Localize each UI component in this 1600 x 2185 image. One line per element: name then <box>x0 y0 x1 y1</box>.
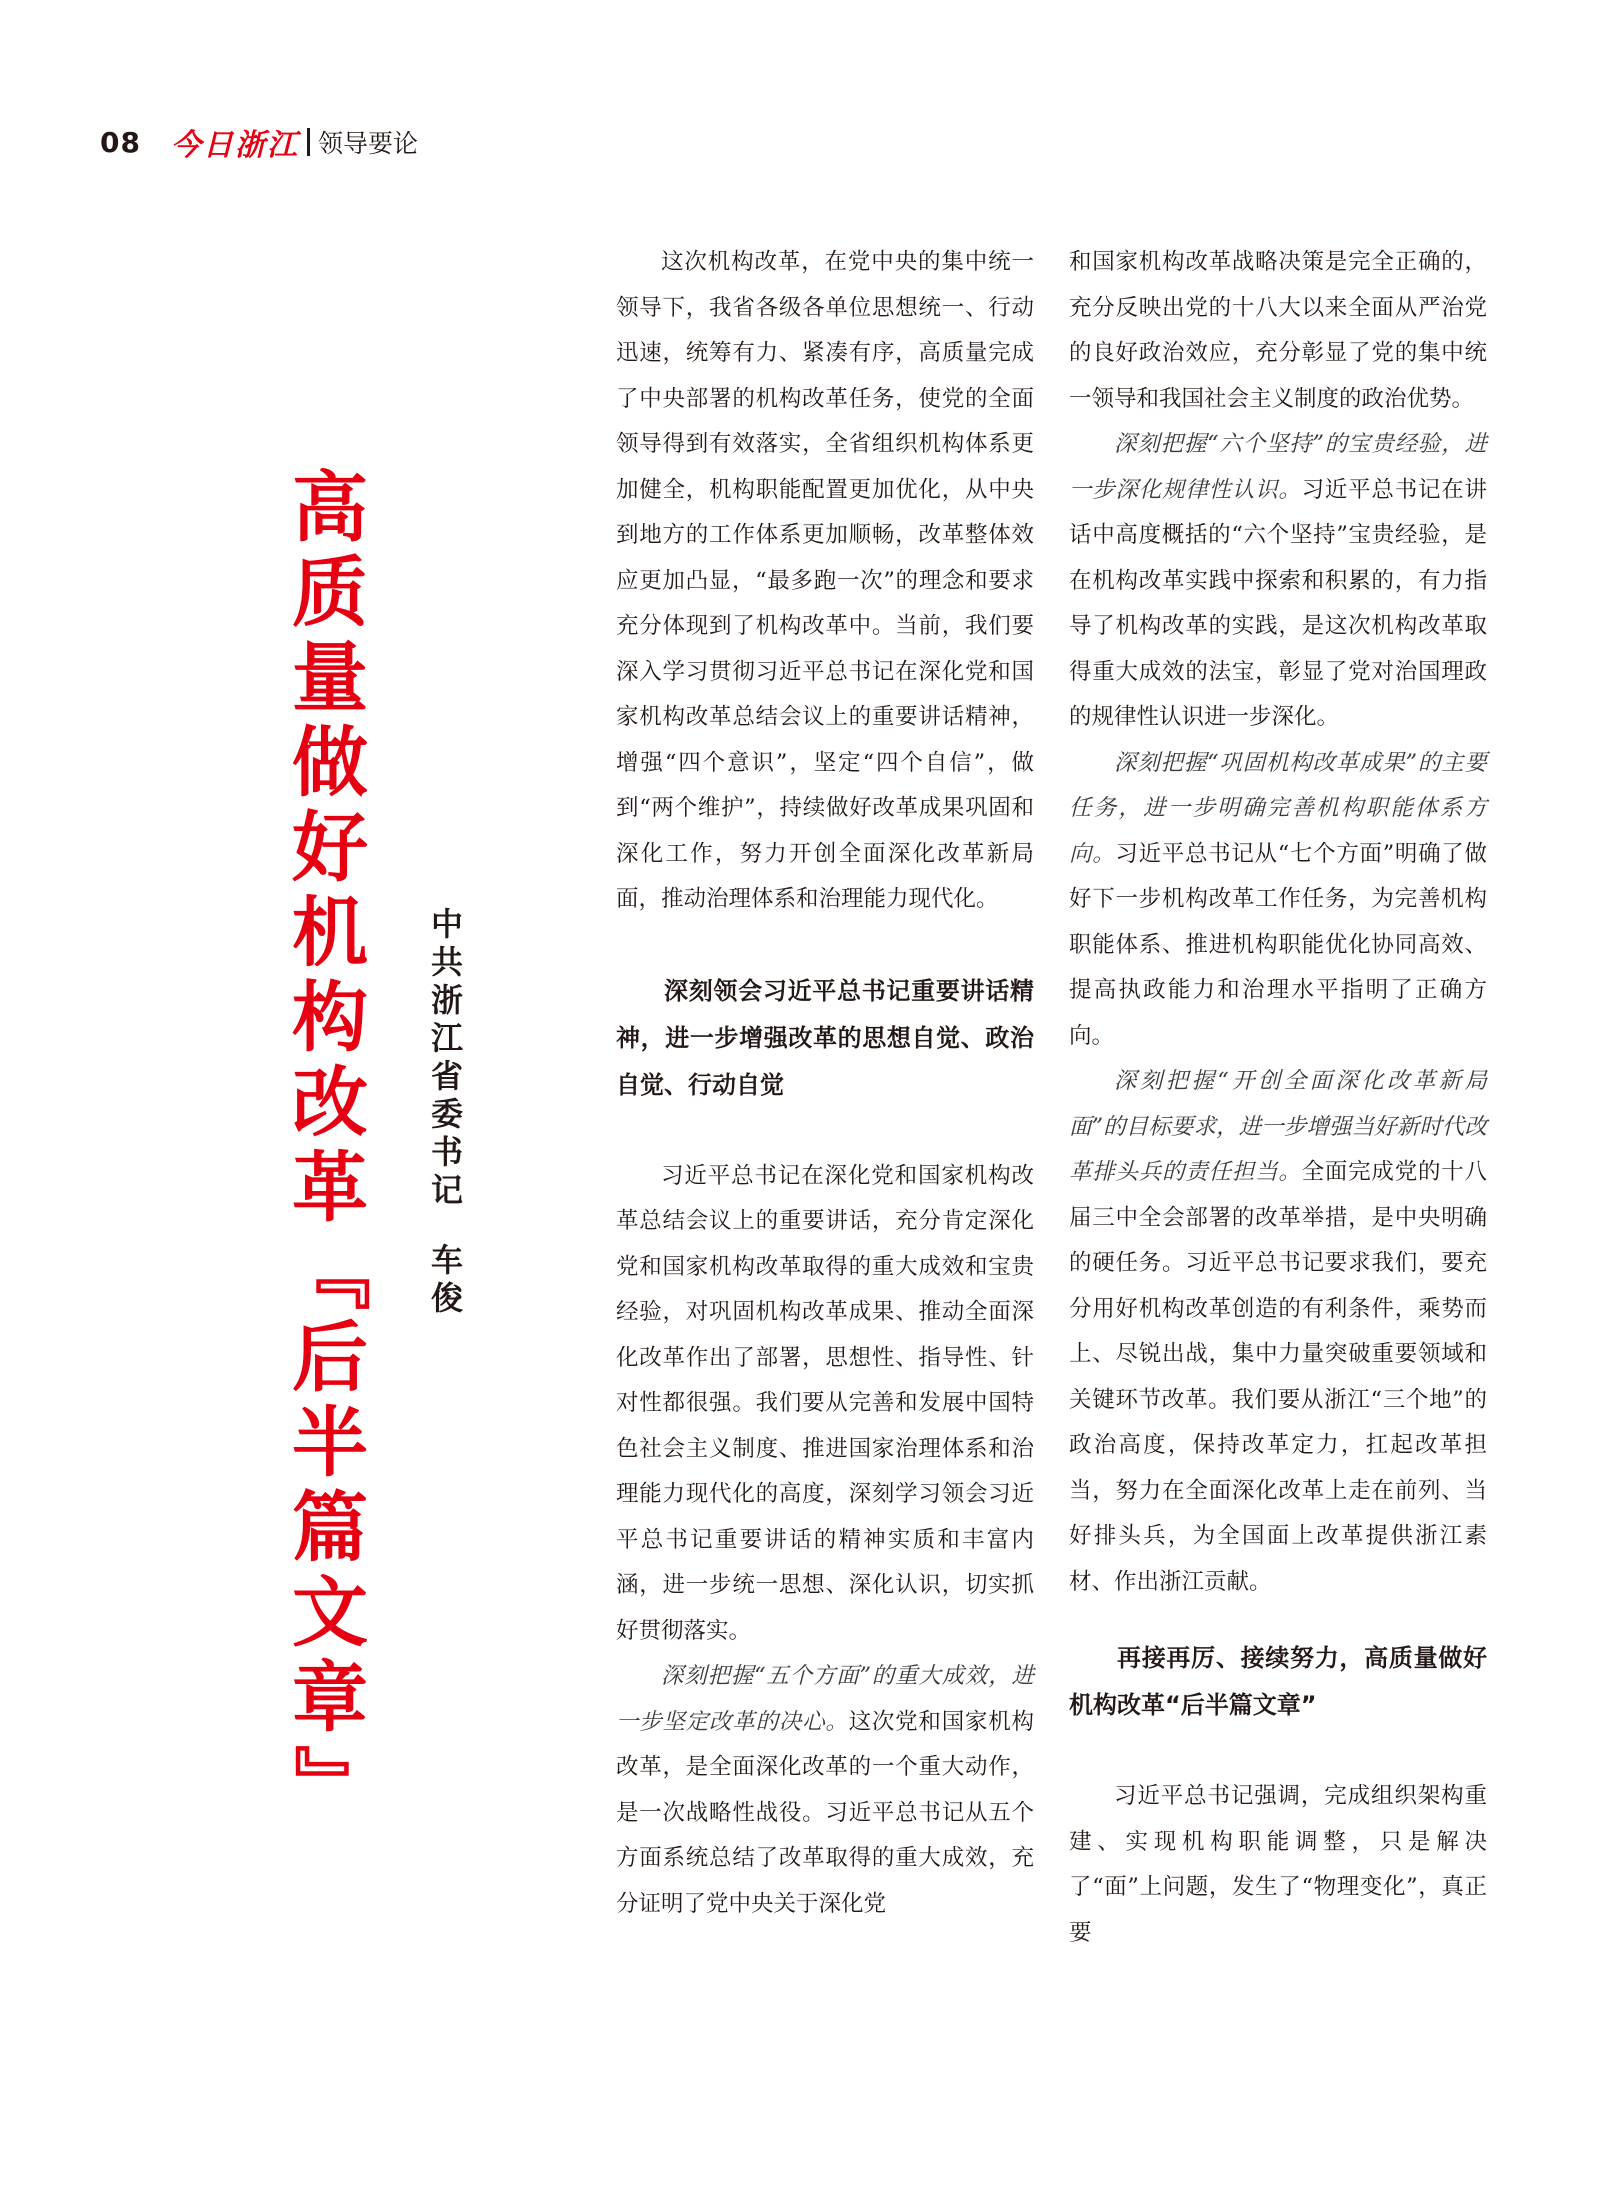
section-name: 领导要论 <box>317 129 418 158</box>
title-bracket-open: 『 <box>285 1234 375 1311</box>
title-char: 好 <box>292 803 368 892</box>
body-column-left <box>616 240 1034 1927</box>
title-char: 革 <box>292 1143 368 1232</box>
paragraph-text: 习近平总书记在讲话中高度概括的“六个坚持”宝贵经验，是在机构改革实践中探索和积累的，有力指导了机构改革的实践，是这次机构改革取得重大成效的法宝，彰显了党对治国理政的规律性认识进一步深化。 <box>1069 476 1487 730</box>
title-char: 机 <box>292 888 368 977</box>
title-char: 后 <box>292 1313 368 1402</box>
title-char: 文 <box>292 1568 368 1657</box>
author-name-char: 车 <box>430 1241 463 1279</box>
page-header <box>100 122 418 162</box>
author-byline <box>425 905 469 1317</box>
subheading: 再接再厉、接续努力，高质量做好机构改革“后半篇文章” <box>1069 1644 1487 1719</box>
author-role-char: 记 <box>430 1171 463 1209</box>
body-paragraph <box>1069 1059 1487 1605</box>
author-role-char: 浙 <box>430 981 463 1019</box>
kaiti-lead: 深刻把握“六个坚持”的宝贵经验，进一步深化规律性认识。 <box>1069 431 1487 503</box>
body-column-right <box>1069 240 1487 1956</box>
author-role-char: 省 <box>430 1057 463 1095</box>
spacer <box>616 1109 1034 1154</box>
author-role-char: 中 <box>430 905 463 943</box>
author-role-char: 委 <box>430 1095 463 1133</box>
title-char: 篇 <box>292 1483 368 1572</box>
kaiti-lead: 深刻把握“五个方面”的重大成效，进一步坚定改革的决心。 <box>616 1663 1034 1735</box>
title-bracket-close: 』 <box>285 1744 375 1821</box>
title-char: 质 <box>292 548 368 637</box>
header-divider <box>307 128 310 156</box>
paragraph-text: 习近平总书记从“七个方面”明确了做好下一步机构改革工作任务，为完善机构职能体系、推进机构职能优化协同高效、提高执政能力和治理水平指明了正确方向。 <box>1069 840 1487 1049</box>
title-char: 做 <box>292 718 368 807</box>
paragraph-text: 这次党和国家机构改革，是全面深化改革的一个重大动作，是一次战略性战役。习近平总书记从五个方面系统总结了改革取得的重大成效，充分证明了党中央关于深化党 <box>616 1708 1034 1917</box>
page-number: 08 <box>100 125 141 159</box>
title-char: 量 <box>292 633 368 722</box>
title-char: 高 <box>292 463 368 552</box>
body-paragraph <box>1069 422 1487 741</box>
title-char: 构 <box>292 973 368 1062</box>
spacer <box>616 923 1034 968</box>
title-char: 改 <box>292 1058 368 1147</box>
body-paragraph <box>616 1654 1034 1927</box>
kaiti-lead: 深刻把握“开创全面深化改革新局面”的目标要求，进一步增强当好新时代改革排头兵的责任担当。 <box>1069 1068 1487 1185</box>
kaiti-lead: 深刻把握“巩固机构改革成果”的主要任务，进一步明确完善机构职能体系方向。 <box>1069 749 1487 867</box>
body-paragraph <box>1069 741 1487 1060</box>
body-paragraph: 习近平总书记在深化党和国家机构改革总结会议上的重要讲话，充分肯定深化党和国家机构改革取得的重大成效和宝贵经验，对巩固机构改革成果、推动全面深化改革作出了部署，思想性、指导性、针对性都很强。我们要从完善和发展中国特色社会主义制度、推进国家治理体系和治理能力现代化的高度，深刻学习领会习近平总书记重要讲话的精神实质和丰富内涵，进一步统一思想、深化认识，切实抓好贯彻落实。 <box>616 1162 1034 1644</box>
article-title <box>285 465 375 1825</box>
author-role-char: 书 <box>430 1133 463 1171</box>
spacer <box>1069 1729 1487 1774</box>
title-char: 章 <box>292 1653 368 1742</box>
author-role-char: 江 <box>430 1019 463 1057</box>
author-name-char: 俊 <box>430 1279 463 1317</box>
body-paragraph: 这次机构改革，在党中央的集中统一领导下，我省各级各单位思想统一、行动迅速，统筹有力、紧凑有序，高质量完成了中央部署的机构改革任务，使党的全面领导得到有效落实，全省组织机构体系更加健全，机构职能配置更加优化，从中央到地方的工作体系更加顺畅，改革整体效应更加凸显，“最多跑一次”的理念和要求充分体现到了机构改革中。当前，我们要深入学习贯彻习近平总书记在深化党和国家机构改革总结会议上的重要讲话精神，增强“四个意识”，坚定“四个自信”，做到“两个维护”，持续做好改革成果巩固和深化工作，努力开创全面深化改革新局面，推动治理体系和治理能力现代化。 <box>616 249 1034 912</box>
title-char: 半 <box>292 1398 368 1487</box>
body-paragraph: 习近平总书记强调，完成组织架构重建、实现机构职能调整，只是解决了“面”上问题，发生了“物理变化”，真正要 <box>1069 1783 1487 1946</box>
author-role-char: 共 <box>430 943 463 981</box>
paragraph-text: 全面完成党的十八届三中全会部署的改革举措，是中央明确的硬任务。习近平总书记要求我们，要充分用好机构改革创造的有利条件，乘势而上、尽锐出战，集中力量突破重要领域和关键环节改革。我们要从浙江“三个地”的政治高度，保持改革定力，扛起改革担当，努力在全面深化改革上走在前列、当好排头兵，为全国面上改革提供浙江素材、作出浙江贡献。 <box>1069 1159 1487 1595</box>
body-paragraph: 和国家机构改革战略决策是完全正确的，充分反映出党的十八大以来全面从严治党的良好政治效应，充分彰显了党的集中统一领导和我国社会主义制度的政治优势。 <box>1069 249 1487 412</box>
subheading: 深刻领会习近平总书记重要讲话精神，进一步增强改革的思想自觉、政治自觉、行动自觉 <box>616 976 1034 1099</box>
spacer <box>1069 1605 1487 1635</box>
magazine-logo: 今日浙江 <box>170 128 299 163</box>
